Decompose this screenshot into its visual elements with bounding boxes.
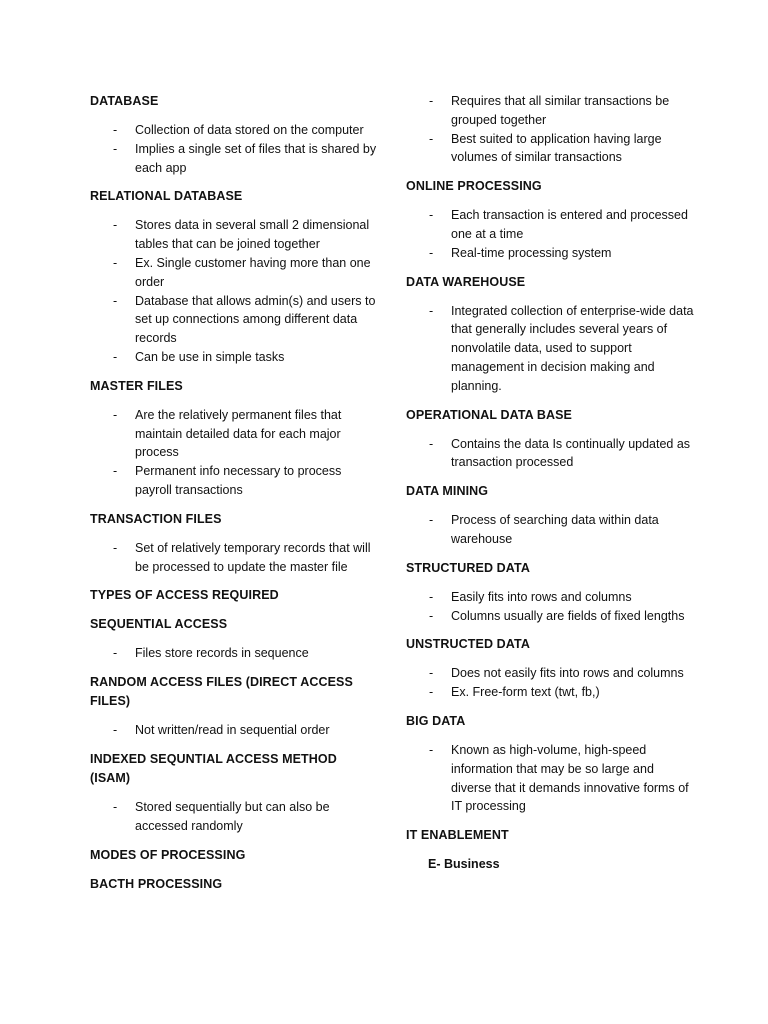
list-item-text: Process of searching data within data warehouse [451,513,659,546]
bullet-dash: - [429,742,434,757]
bullet-dash: - [113,799,118,814]
bullet-dash: - [429,303,434,318]
bullet-dash: - [113,540,118,555]
bullet-dash: - [429,94,434,108]
list-item [90,644,380,663]
list-item-text: Database that allows admin(s) and users to set up connections among different data records [135,293,376,346]
bullet-list [90,121,380,177]
list-item [406,664,696,683]
bullet-dash: - [429,131,434,146]
list-item-text: Integrated collection of enterprise-wide data that generally includes several years of nonvolatile data, used to support management in decision making and planning. [451,303,694,393]
bullet-list [90,798,380,836]
heading-sequential-access: SEQUENTIAL ACCESS [90,617,228,632]
list-item-text: Implies a single set of files that is shared by each app [135,141,377,175]
list-item [406,588,696,607]
heading-operational-data-base: OPERATIONAL DATA BASE [406,407,572,422]
list-item [406,607,696,626]
list-item [90,348,380,367]
bullet-dash: - [113,123,118,137]
bullet-list [406,511,696,549]
list-item [406,511,696,549]
list-item [406,92,696,130]
heading-unstructed-data: UNSTRUCTED DATA [406,637,530,652]
list-item [90,140,380,178]
sub-heading-e-business: E- Business [428,857,500,872]
bullet-dash: - [113,723,118,738]
bullet-dash: - [429,608,434,623]
list-item [90,216,380,254]
bullet-dash: - [113,255,118,270]
left-column [90,92,380,904]
bullet-list [90,539,380,577]
list-item-text: Not written/read in sequential order [135,723,330,738]
bullet-dash: - [429,666,434,681]
heading-database: DATABASE [90,94,159,108]
bullet-dash: - [113,218,118,233]
list-item [406,130,696,168]
heading-data-warehouse: DATA WAREHOUSE [406,274,526,289]
list-item-text: Collection of data stored on the computer [135,123,364,137]
list-item-text: Can be use in simple tasks [135,349,285,364]
bullet-dash: - [113,293,118,308]
heading-relational-database: RELATIONAL DATABASE [90,189,243,204]
list-item-text: Requires that all similar transactions be grouped together [451,94,670,127]
list-item-text: Known as high-volume, high-speed information that may be so large and diverse that it demands innovative forms of IT processing [451,742,689,814]
right-column [406,92,696,874]
bullet-dash: - [113,407,118,422]
list-item [90,798,380,836]
bullet-dash: - [429,589,434,604]
bullet-dash: - [113,646,118,661]
list-item [406,244,696,263]
bullet-list [90,406,380,500]
bullet-list [406,741,696,816]
list-item [90,292,380,348]
list-item-text: Set of relatively temporary records that will be processed to update the master file [135,540,371,574]
heading-it-enablement: IT ENABLEMENT [406,828,509,843]
list-item [406,302,696,396]
list-item-text: Permanent info necessary to process payroll transactions [135,464,342,497]
bullet-dash: - [429,685,434,700]
list-item [90,539,380,577]
list-item [90,254,380,292]
bullet-dash: - [113,464,118,479]
list-item-text: Files store records in sequence [135,646,309,661]
heading-online-processing: ONLINE PROCESSING [406,179,542,194]
heading-types-of-access-required: TYPES OF ACCESS REQUIRED [90,588,279,603]
bullet-dash: - [429,245,434,260]
list-item-text: Does not easily fits into rows and columns [451,666,684,681]
list-item [406,741,696,816]
heading-master-files: MASTER FILES [90,378,183,393]
list-item-text: Stored sequentially but can also be accessed randomly [135,799,330,833]
list-item [406,435,696,473]
list-item-text: Easily fits into rows and columns [451,589,632,604]
bullet-dash: - [113,349,118,364]
list-item [90,721,380,740]
heading-modes-of-processing: MODES OF PROCESSING [90,847,246,862]
bullet-dash: - [429,208,434,223]
bullet-list [406,302,696,396]
list-item-text: Are the relatively permanent files that maintain detailed data for each major process [135,407,342,460]
lead-list [406,92,696,167]
heading-structured-data: STRUCTURED DATA [406,560,530,575]
heading-data-mining: DATA MINING [406,484,489,499]
heading-indexed-sequntial-access-method-isam: INDEXED SEQUNTIAL ACCESS METHOD (ISAM) [90,751,337,785]
heading-big-data: BIG DATA [406,713,466,728]
bullet-list [406,435,696,473]
bullet-dash: - [113,141,118,156]
list-item [406,683,696,702]
bullet-list [406,664,696,702]
heading-random-access-files-direct-access-files: RANDOM ACCESS FILES (DIRECT ACCESS FILES) [90,675,353,709]
bullet-list [90,216,380,366]
list-item-text: Each transaction is entered and processed one at a time [451,208,688,241]
list-item [90,406,380,462]
bullet-list [406,588,696,626]
list-item [90,121,380,140]
list-item [90,462,380,500]
bullet-dash: - [429,436,434,451]
list-item-text: Ex. Free-form text (twt, fb,) [451,685,600,700]
list-item [406,206,696,244]
bullet-dash: - [429,513,434,528]
bullet-list [406,206,696,262]
list-item-text: Stores data in several small 2 dimensional tables that can be joined together [135,218,370,252]
heading-transaction-files: TRANSACTION FILES [90,511,222,526]
bullet-list [90,721,380,740]
list-item-text: Contains the data Is continually updated as transaction processed [451,436,691,470]
heading-bacth-processing: BACTH PROCESSING [90,876,223,891]
list-item-text: Real-time processing system [451,245,612,260]
bullet-list [90,644,380,663]
list-item-text: Best suited to application having large volumes of similar transactions [451,131,662,165]
list-item-text: Columns usually are fields of fixed lengths [451,608,685,623]
list-item-text: Ex. Single customer having more than one order [135,255,371,289]
